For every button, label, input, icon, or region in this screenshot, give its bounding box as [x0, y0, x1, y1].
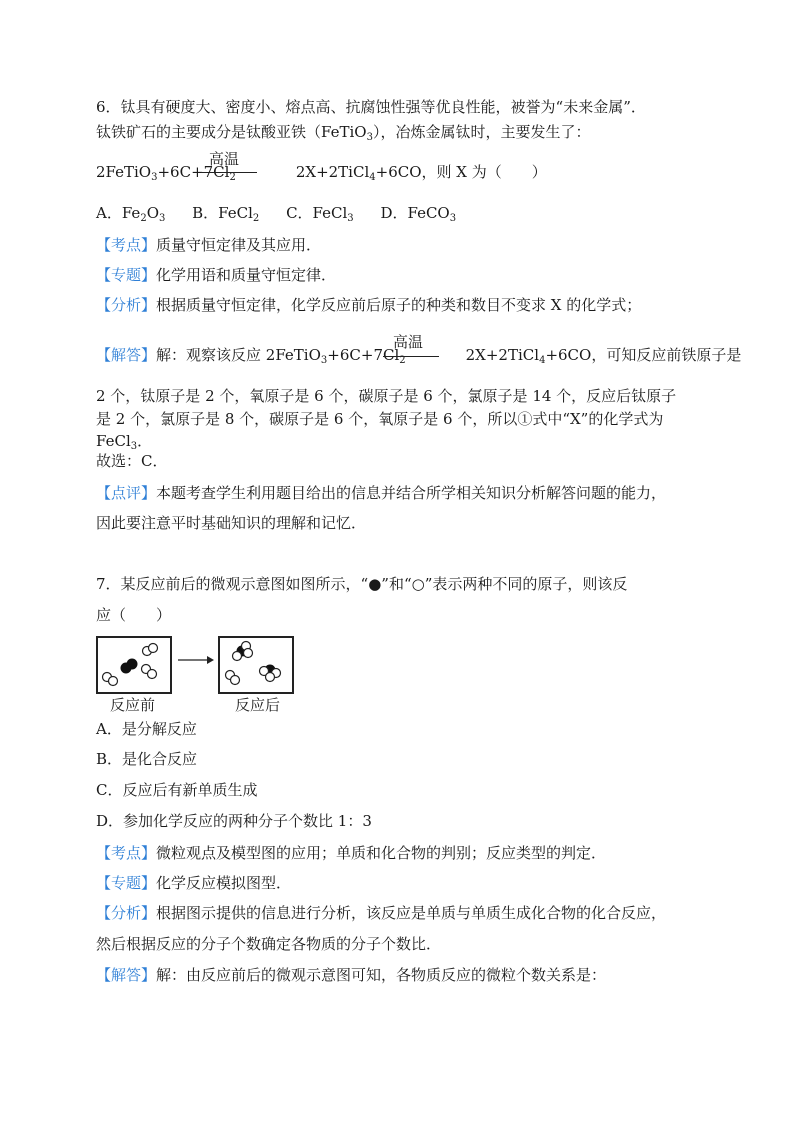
q6-options: A．$Fe_2O_3$ B．FeCl$_2$ C．FeCl$_3$ D．FeCO$_3$: [96, 204, 457, 224]
q7-fenxi-line1: 【分析】根据图示提供的信息进行分析，该反应是单质与单质生成化合物的化合反应，: [96, 904, 667, 922]
q6-fenxi: 【分析】根据质量守恒定律，化学反应前后原子的种类和数目不变求 X 的化学式；: [96, 296, 642, 314]
q6-jieda-line2: 2 个，钛原子是 2 个，氧原子是 6 个，碳原子是 6 个，氯原子是 14 个，反应后钛原子: [96, 387, 677, 405]
q7-kaodian: 【考点】微粒观点及模型图的应用；单质和化合物的判别；反应类型的判定．: [96, 844, 607, 862]
jieda-tag: 【解答】: [96, 966, 157, 984]
q6-jieda-condition: 高温: [393, 333, 424, 351]
q6-jieda-line5: 故选：C．: [96, 452, 168, 470]
q7-option-a: A．是分解反应: [96, 720, 197, 738]
q7-fenxi-line2: 然后根据反应的分子个数确定各物质的分子个数比．: [96, 935, 442, 953]
diagram-after-box: [218, 636, 294, 694]
kaodian-tag: 【考点】: [96, 236, 157, 254]
kaodian-tag: 【考点】: [96, 844, 157, 862]
reaction-arrow-icon: [178, 654, 214, 666]
diagram-after-molecules: [220, 638, 292, 692]
diagram-before-caption: 反应前: [110, 696, 156, 714]
dianping-tag: 【点评】: [96, 484, 157, 502]
zhuanti-tag: 【专题】: [96, 266, 157, 284]
q6-jieda-line4: FeCl$_3$．: [96, 432, 153, 452]
q6-jieda-line1: 【解答】解：观察该反应 $2FeTiO_3+6C+7Cl_2$ 2X+2TiCl$_4$+6CO，可知反应前铁原子是: [96, 346, 742, 366]
q6-kaodian: 【考点】质量守恒定律及其应用．: [96, 236, 322, 254]
diagram-before-molecules: [98, 638, 170, 692]
q6-dianping-line2: 因此要注意平时基础知识的理解和记忆．: [96, 514, 367, 532]
q6-jieda-line3: 是 2 个，氯原子是 8 个，碳原子是 6 个，氧原子是 6 个，所以①式中“X”的化学式为: [96, 410, 664, 428]
diagram-before-box: [96, 636, 172, 694]
q6-equation: $2FeTiO_3+6C+7Cl_2$ 2X+2TiCl$_4$+6CO，则 X 为（ ）: [96, 163, 547, 183]
zhuanti-tag: 【专题】: [96, 874, 157, 892]
q7-jieda: 【解答】解：由反应前后的微观示意图可知，各物质反应的微粒个数关系是：: [96, 966, 607, 984]
fenxi-tag: 【分析】: [96, 296, 157, 314]
q7-option-d: D．参加化学反应的两种分子个数比 1：3: [96, 812, 372, 830]
q6-dianping-line1: 【点评】本题考查学生利用题目给出的信息并结合所学相关知识分析解答问题的能力，: [96, 484, 667, 502]
jieda-tag: 【解答】: [96, 346, 157, 364]
q7-stem-line2: 应（ ）: [96, 606, 172, 624]
q6-stem-line2: 钛铁矿石的主要成分是钛酸亚铁（FeTiO$_3$），冶炼金属钛时，主要发生了：: [96, 123, 591, 143]
q7-zhuanti: 【专题】化学反应模拟图型．: [96, 874, 292, 892]
q6-zhuanti: 【专题】化学用语和质量守恒定律．: [96, 266, 337, 284]
q7-stem-line1: 7．某反应前后的微观示意图如图所示，“●”和“○”表示两种不同的原子，则该反: [96, 575, 628, 593]
q6-jieda-bar: [383, 356, 439, 357]
q6-equation-condition: 高温: [209, 150, 240, 168]
q6-equation-bar: [201, 172, 257, 173]
fenxi-tag: 【分析】: [96, 904, 157, 922]
q6-stem-line1: 6．钛具有硬度大、密度小、熔点高、抗腐蚀性强等优良性能，被誉为“未来金属”．: [96, 98, 646, 116]
diagram-after-caption: 反应后: [235, 696, 281, 714]
q7-option-b: B．是化合反应: [96, 750, 198, 768]
q7-option-c: C．反应后有新单质生成: [96, 781, 258, 799]
